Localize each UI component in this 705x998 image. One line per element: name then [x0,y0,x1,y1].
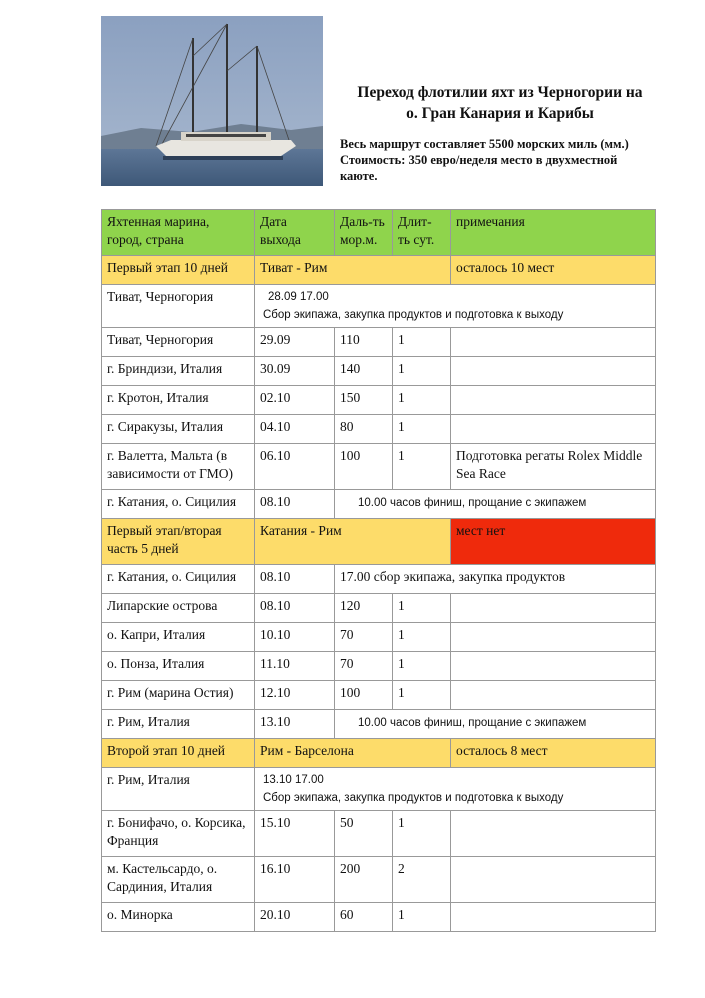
finish-note: 10.00 часов финиш, прощание с экипажем [335,710,656,739]
table-row [102,811,656,857]
date-cell: 06.10 [255,444,335,490]
note-cell [451,386,656,415]
stage-row [102,739,656,768]
col-header-notes: примечания [451,210,656,256]
crew-row [102,285,656,328]
days-cell: 1 [393,623,451,652]
table-row [102,594,656,623]
crew-row [102,565,656,594]
date-cell: 15.10 [255,811,335,857]
note-cell [451,857,656,903]
stage-row [102,256,656,285]
place-cell: о. Минорка [102,903,255,932]
yacht-photo [101,16,323,186]
route-info [340,136,670,184]
distance-cell: 150 [335,386,393,415]
note-cell: Подготовка регаты Rolex Middle Sea Race [451,444,656,490]
days-cell: 1 [393,444,451,490]
place-cell: г. Рим, Италия [102,710,255,739]
stage-name: Второй этап 10 дней [102,739,255,768]
table-row [102,415,656,444]
crew-text: Сбор экипажа, закупка продуктов и подготовка к выходу [263,792,564,804]
col-header-date: Дата выхода [255,210,335,256]
note-cell [451,652,656,681]
stage-row [102,519,656,565]
note-cell [451,415,656,444]
days-cell: 1 [393,386,451,415]
place-cell: г. Бриндизи, Италия [102,357,255,386]
stage-name: Первый этап/вторая часть 5 дней [102,519,255,565]
date-cell: 08.10 [255,594,335,623]
note-cell [451,623,656,652]
stage-status: осталось 8 мест [451,739,656,768]
days-cell: 1 [393,903,451,932]
distance-cell: 80 [335,415,393,444]
days-cell: 1 [393,415,451,444]
date-cell: 20.10 [255,903,335,932]
distance-cell: 70 [335,652,393,681]
place-cell: г. Валетта, Мальта (в зависимости от ГМО) [102,444,255,490]
stage-route: Рим - Барселона [255,739,451,768]
finish-note: 10.00 часов финиш, прощание с экипажем [335,490,656,519]
col-header-distance: Даль-ть мор.м. [335,210,393,256]
route-length: Весь маршрут составляет 5500 морских миль (мм.) [340,137,629,151]
note-cell [451,811,656,857]
finish-row [102,710,656,739]
stage-name: Первый этап 10 дней [102,256,255,285]
place-cell: Тиват, Черногория [102,285,255,328]
place-cell: г. Рим (марина Остия) [102,681,255,710]
crew-datetime: 28.09 17.00 [268,291,329,303]
place-cell: г. Рим, Италия [102,768,255,811]
col-header-duration: Длит- ть сут. [393,210,451,256]
distance-cell: 120 [335,594,393,623]
distance-cell: 70 [335,623,393,652]
distance-cell: 100 [335,681,393,710]
place-cell: Тиват, Черногория [102,328,255,357]
table-row [102,444,656,490]
place-cell: г. Сиракузы, Италия [102,415,255,444]
date-cell: 10.10 [255,623,335,652]
cost-line-2: каюте. [340,169,378,183]
place-cell: о. Капри, Италия [102,623,255,652]
date-cell: 08.10 [255,565,335,594]
place-cell: г. Бонифачо, о. Корсика, Франция [102,811,255,857]
place-cell: о. Понза, Италия [102,652,255,681]
table-row [102,386,656,415]
place-cell: г. Кротон, Италия [102,386,255,415]
title-line-1: Переход флотилии яхт из Черногории на [357,84,643,101]
crew-note [255,285,656,328]
table-row [102,623,656,652]
distance-cell: 50 [335,811,393,857]
distance-cell: 60 [335,903,393,932]
days-cell: 1 [393,811,451,857]
place-cell: Липарские острова [102,594,255,623]
col-header-place: Яхтенная марина, город, страна [102,210,255,256]
stage-route: Тиват - Рим [255,256,451,285]
crew-row [102,768,656,811]
table-header-row [102,210,656,256]
days-cell: 2 [393,857,451,903]
note-cell [451,357,656,386]
note-cell [451,681,656,710]
stage-route: Катания - Рим [255,519,451,565]
distance-cell: 100 [335,444,393,490]
stage-status: осталось 10 мест [451,256,656,285]
cost-line-1: Стоимость: 350 евро/неделя место в двухместной [340,153,618,167]
days-cell: 1 [393,357,451,386]
table-row [102,328,656,357]
distance-cell: 140 [335,357,393,386]
note-cell [451,328,656,357]
days-cell: 1 [393,681,451,710]
finish-row [102,490,656,519]
place-cell: г. Катания, о. Сицилия [102,565,255,594]
date-cell: 30.09 [255,357,335,386]
table-row [102,681,656,710]
place-cell: м. Кастельсардо, о. Сардиния, Италия [102,857,255,903]
table-row [102,357,656,386]
distance-cell: 110 [335,328,393,357]
crew-note [255,768,656,811]
note-cell [451,594,656,623]
date-cell: 11.10 [255,652,335,681]
table-row [102,652,656,681]
date-cell: 08.10 [255,490,335,519]
note-cell [451,903,656,932]
date-cell: 29.09 [255,328,335,357]
date-cell: 04.10 [255,415,335,444]
title-line-2: о. Гран Канария и Карибы [406,105,594,122]
date-cell: 12.10 [255,681,335,710]
crew-text: Сбор экипажа, закупка продуктов и подготовка к выходу [263,309,564,321]
page-title [335,82,665,124]
date-cell: 16.10 [255,857,335,903]
table-row [102,903,656,932]
stage-status: мест нет [451,519,656,565]
days-cell: 1 [393,594,451,623]
days-cell: 1 [393,652,451,681]
date-cell: 13.10 [255,710,335,739]
crew-note: 17.00 сбор экипажа, закупка продуктов [335,565,656,594]
table-row [102,857,656,903]
date-cell: 02.10 [255,386,335,415]
place-cell: г. Катания, о. Сицилия [102,490,255,519]
distance-cell: 200 [335,857,393,903]
days-cell: 1 [393,328,451,357]
schedule-table [101,209,656,932]
crew-datetime: 13.10 17.00 [263,774,324,786]
